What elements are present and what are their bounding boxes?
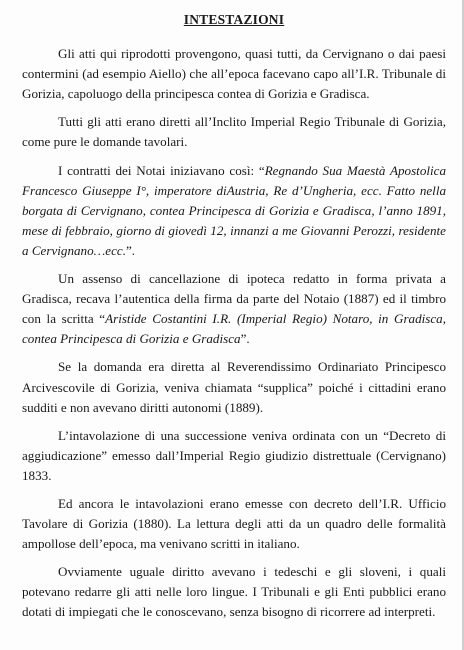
stamp-inscription-quote: Aristide Costantini I.R. (Imperial Regio) Notaro, in Gradisca, contea Principesca di Gorizia e Gradisca: [22, 311, 447, 347]
paragraph-8: [22, 562, 446, 622]
paragraph-7: [22, 494, 446, 554]
paragraph-7-text: Ed ancora le intavolazioni erano emesse con decreto dell’I.R. Ufficio Tavolare di Gorizia (1880). La lettura degli atti da un quadro delle formalità ampollose dell’epoca, ma venivano scritti in italiano.: [22, 495, 446, 552]
paragraph-2: [22, 112, 446, 152]
paragraph-4-lead: Un assenso di cancellazione di ipoteca redatto in forma privata a Gradisca, recava l’autentica della firma da parte del Notaio (1887) ed il timbro con la scritta “: [22, 271, 446, 327]
paragraph-4: [22, 269, 446, 349]
paragraph-2-text: Tutti gli atti erano diretti all’Inclito Imperial Regio Tribunale di Gorizia, come pure le domande tavolari.: [22, 114, 446, 150]
paragraph-8-text: Ovviamente uguale diritto avevano i tedeschi e gli sloveni, i quali potevano redarre gli atti nelle loro lingue. I Tribunali e gli Enti pubblici erano dotati di impiegati che le conoscevano, senza bisogno di ricorrere ad interpreti.: [22, 564, 446, 620]
paragraph-5-text: Se la domanda era diretta al Reverendissimo Ordinariato Principesco Arcivescovile di Gorizia, veniva chiamata “supplica” poiché i cittadini erano sudditi e non avevano diritti autonomi (1889).: [22, 359, 446, 415]
paragraph-3: [22, 161, 446, 261]
paragraph-6: [22, 426, 446, 486]
document-body: [22, 10, 446, 623]
notarial-formula-quote: Regnando Sua Maestà Apostolica Francesco Giuseppe I°, imperatore diAustria, Re d’Ungheria, ecc. Fatto nella borgata di Cervignano, contea Principesca di Gorizia e Gradisca, l’anno 1891, mese di febbraio, giorno di giovedì 12, innanzi a me Giovanni Perozzi, residente a Cervignano…ecc.: [22, 162, 446, 258]
paragraph-1-text: Gli atti qui riprodotti provengono, quasi tutti, da Cervignano o dai paesi contermini (ad esempio Aiello) che all’epoca facevano capo all’I.R. Tribunale di Gorizia, capoluogo della principesca contea di Gorizia e Gradisca.: [22, 46, 446, 102]
paragraph-6-text: L’intavolazione di una successione veniva ordinata con un “Decreto di aggiudicazione” emesso dall’Imperial Regio giudizio distrettuale (Cervignano) 1833.: [22, 427, 446, 483]
paragraph-4-tail: ”.: [240, 331, 250, 347]
paragraph-5: [22, 357, 446, 417]
paragraph-3-lead: I contratti dei Notai iniziavano così: “: [58, 162, 265, 178]
paragraph-1: [22, 44, 446, 104]
paragraph-3-tail: ”.: [126, 242, 136, 258]
page-title: INTESTAZIONI: [183, 12, 285, 27]
